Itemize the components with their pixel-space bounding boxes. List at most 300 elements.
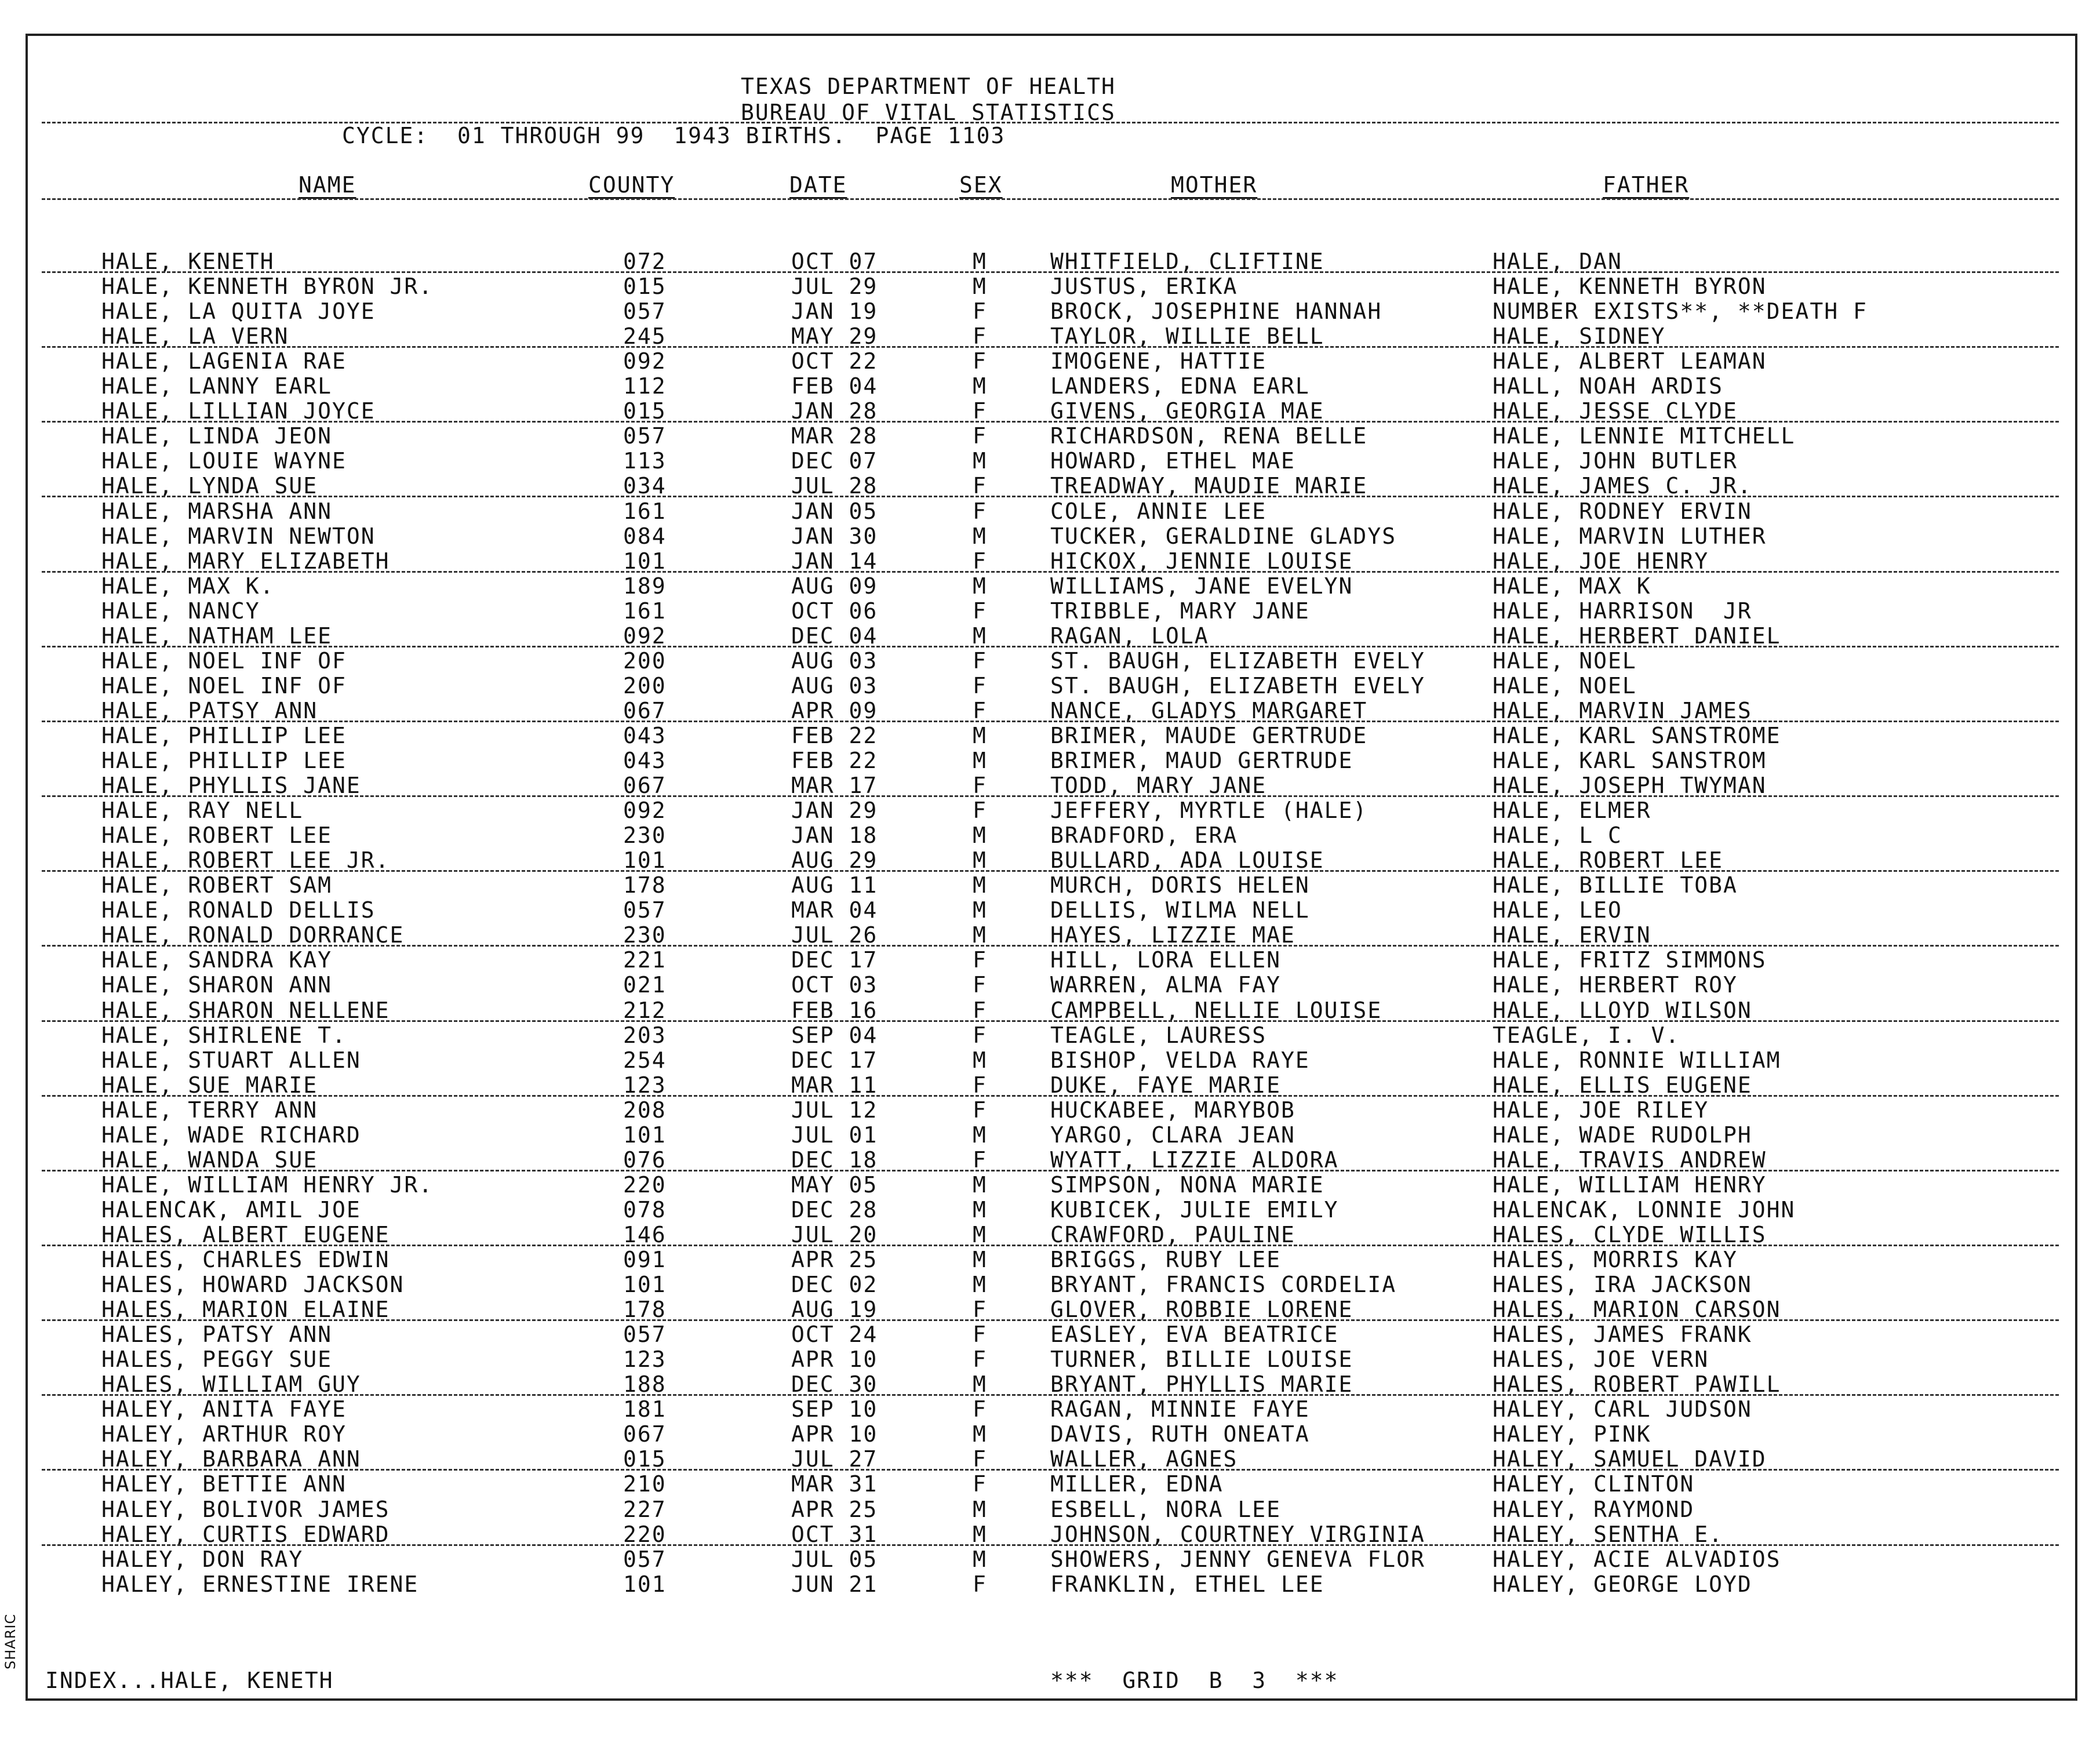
cell-name: HALE, KENNETH BYRON JR. bbox=[101, 274, 434, 300]
table-row bbox=[0, 773, 2100, 798]
cell-father: HALE, BILLIE TOBA bbox=[1493, 872, 1738, 898]
cell-sex: M bbox=[973, 1496, 987, 1522]
cell-sex: F bbox=[973, 1347, 987, 1373]
cell-father: HALES, ROBERT PAWILL bbox=[1493, 1371, 1781, 1398]
cell-date: JAN 28 bbox=[791, 398, 878, 424]
cell-sex: F bbox=[973, 348, 987, 374]
cell-mother: HOWARD, ETHEL MAE bbox=[1050, 448, 1295, 474]
cell-sex: F bbox=[973, 548, 987, 574]
cell-mother: BRYANT, PHYLLIS MARIE bbox=[1050, 1371, 1353, 1398]
cell-mother: TREADWAY, MAUDIE MARIE bbox=[1050, 473, 1368, 499]
table-row bbox=[0, 873, 2100, 898]
cell-mother: WHITFIELD, CLIFTINE bbox=[1050, 249, 1324, 274]
cell-county: 210 bbox=[623, 1471, 667, 1497]
cell-name: HALES, ALBERT EUGENE bbox=[101, 1221, 390, 1247]
cell-name: HALE, LA VERN bbox=[101, 323, 289, 350]
cell-mother: ST. BAUGH, ELIZABETH EVELY bbox=[1050, 647, 1425, 674]
cell-county: 057 bbox=[623, 1322, 667, 1348]
table-row bbox=[0, 948, 2100, 973]
table-row bbox=[0, 1098, 2100, 1123]
cell-county: 057 bbox=[623, 897, 667, 923]
table-row bbox=[0, 723, 2100, 748]
cell-sex: F bbox=[973, 1072, 987, 1098]
cell-county: 254 bbox=[623, 1047, 667, 1073]
cell-mother: NANCE, GLADYS MARGARET bbox=[1050, 697, 1368, 723]
cell-county: 015 bbox=[623, 274, 667, 300]
cell-name: HALE, LYNDA SUE bbox=[101, 473, 318, 499]
cell-father: HALE, JOE HENRY bbox=[1493, 548, 1709, 574]
cell-date: OCT 03 bbox=[791, 972, 878, 998]
table-row bbox=[0, 1123, 2100, 1148]
cell-name: HALEY, BARBARA ANN bbox=[101, 1446, 361, 1472]
cell-county: 084 bbox=[623, 523, 667, 549]
cell-father: HALE, LENNIE MITCHELL bbox=[1493, 423, 1796, 449]
cell-sex: F bbox=[973, 1396, 987, 1423]
cell-mother: LANDERS, EDNA EARL bbox=[1050, 373, 1310, 399]
cell-sex: F bbox=[973, 398, 987, 424]
cell-county: 112 bbox=[623, 373, 667, 399]
table-row bbox=[0, 798, 2100, 823]
cell-date: OCT 31 bbox=[791, 1521, 878, 1547]
table-row bbox=[0, 1073, 2100, 1098]
cell-date: MAR 11 bbox=[791, 1072, 878, 1098]
cell-date: FEB 22 bbox=[791, 722, 878, 748]
cell-date: MAR 17 bbox=[791, 773, 878, 799]
cell-county: 101 bbox=[623, 1122, 667, 1148]
cell-county: 076 bbox=[623, 1147, 667, 1173]
cell-sex: M bbox=[973, 1196, 987, 1223]
cell-mother: DELLIS, WILMA NELL bbox=[1050, 897, 1310, 923]
cell-county: 021 bbox=[623, 972, 667, 998]
cell-mother: TUCKER, GERALDINE GLADYS bbox=[1050, 523, 1397, 549]
cell-mother: ESBELL, NORA LEE bbox=[1050, 1496, 1282, 1522]
cell-county: 092 bbox=[623, 798, 667, 824]
cell-county: 092 bbox=[623, 623, 667, 649]
cell-name: HALE, WILLIAM HENRY JR. bbox=[101, 1172, 434, 1198]
cell-name: HALE, NOEL INF OF bbox=[101, 647, 347, 674]
table-row bbox=[0, 474, 2100, 499]
cell-mother: TEAGLE, LAURESS bbox=[1050, 1022, 1267, 1048]
cell-name: HALE, MAX K. bbox=[101, 573, 275, 599]
cell-county: 092 bbox=[623, 348, 667, 374]
cell-sex: M bbox=[973, 847, 987, 874]
cell-date: DEC 17 bbox=[791, 947, 878, 973]
cell-father: HALES, IRA JACKSON bbox=[1493, 1272, 1752, 1298]
cell-county: 067 bbox=[623, 1421, 667, 1447]
cell-father: HALE, HERBERT DANIEL bbox=[1493, 623, 1781, 649]
cell-mother: DAVIS, RUTH ONEATA bbox=[1050, 1421, 1310, 1447]
cell-county: 146 bbox=[623, 1221, 667, 1247]
cell-father: HALEY, RAYMOND bbox=[1493, 1496, 1695, 1522]
table-row bbox=[0, 424, 2100, 449]
table-row bbox=[0, 574, 2100, 599]
cell-mother: CAMPBELL, NELLIE LOUISE bbox=[1050, 997, 1382, 1023]
cell-date: DEC 17 bbox=[791, 1047, 878, 1073]
cell-father: HALES, JAMES FRANK bbox=[1493, 1322, 1752, 1348]
cell-county: 189 bbox=[623, 573, 667, 599]
cell-county: 200 bbox=[623, 647, 667, 674]
cell-father: HALE, NOEL bbox=[1493, 647, 1637, 674]
cell-sex: M bbox=[973, 1371, 987, 1398]
cell-county: 123 bbox=[623, 1347, 667, 1373]
cell-date: OCT 07 bbox=[791, 249, 878, 274]
cell-date: JUL 20 bbox=[791, 1221, 878, 1247]
table-row bbox=[0, 299, 2100, 324]
cell-father: HALE, KARL SANSTROM bbox=[1493, 748, 1767, 773]
cell-mother: BISHOP, VELDA RAYE bbox=[1050, 1047, 1310, 1073]
cell-county: 123 bbox=[623, 1072, 667, 1098]
table-row bbox=[0, 449, 2100, 474]
cell-name: HALES, PATSY ANN bbox=[101, 1322, 333, 1348]
table-row bbox=[0, 1522, 2100, 1547]
table-row bbox=[0, 1148, 2100, 1173]
cell-date: MAY 29 bbox=[791, 323, 878, 350]
cell-date: FEB 04 bbox=[791, 373, 878, 399]
cell-date: AUG 09 bbox=[791, 573, 878, 599]
cell-date: AUG 03 bbox=[791, 672, 878, 698]
table-row bbox=[0, 649, 2100, 674]
cell-sex: F bbox=[973, 473, 987, 499]
cell-sex: F bbox=[973, 647, 987, 674]
cell-county: 078 bbox=[623, 1196, 667, 1223]
side-label: SHARIC bbox=[2, 1613, 19, 1669]
cell-sex: M bbox=[973, 1047, 987, 1073]
cell-county: 101 bbox=[623, 548, 667, 574]
cell-county: 015 bbox=[623, 1446, 667, 1472]
table-row bbox=[0, 1048, 2100, 1073]
cell-name: HALES, HOWARD JACKSON bbox=[101, 1272, 405, 1298]
cell-sex: F bbox=[973, 1322, 987, 1348]
cell-sex: F bbox=[973, 798, 987, 824]
table-row bbox=[0, 823, 2100, 848]
cell-date: JUN 21 bbox=[791, 1571, 878, 1597]
cell-county: 043 bbox=[623, 722, 667, 748]
cell-county: 057 bbox=[623, 423, 667, 449]
cell-date: MAY 05 bbox=[791, 1172, 878, 1198]
cell-name: HALE, NANCY bbox=[101, 598, 260, 624]
cell-county: 178 bbox=[623, 1297, 667, 1323]
cell-date: JUL 28 bbox=[791, 473, 878, 499]
cell-sex: M bbox=[973, 373, 987, 399]
cell-name: HALE, STUART ALLEN bbox=[101, 1047, 361, 1073]
cell-mother: TAYLOR, WILLIE BELL bbox=[1050, 323, 1324, 350]
cell-mother: SIMPSON, NONA MARIE bbox=[1050, 1172, 1324, 1198]
cell-date: APR 25 bbox=[791, 1247, 878, 1272]
table-row bbox=[0, 674, 2100, 698]
table-row bbox=[0, 1173, 2100, 1198]
cell-mother: TODD, MARY JANE bbox=[1050, 773, 1267, 799]
cell-name: HALE, SHIRLENE T. bbox=[101, 1022, 347, 1048]
table-row bbox=[0, 549, 2100, 574]
cell-mother: GIVENS, GEORGIA MAE bbox=[1050, 398, 1324, 424]
cell-date: AUG 29 bbox=[791, 847, 878, 874]
cell-date: DEC 28 bbox=[791, 1196, 878, 1223]
cell-father: HALE, NOEL bbox=[1493, 672, 1637, 698]
cell-date: OCT 06 bbox=[791, 598, 878, 624]
cell-date: SEP 10 bbox=[791, 1396, 878, 1423]
cell-county: 208 bbox=[623, 1097, 667, 1123]
cell-mother: JEFFERY, MYRTLE (HALE) bbox=[1050, 798, 1368, 824]
cell-mother: COLE, ANNIE LEE bbox=[1050, 498, 1267, 524]
cell-father: HALE, RONNIE WILLIAM bbox=[1493, 1047, 1781, 1073]
cell-name: HALE, SHARON NELLENE bbox=[101, 997, 390, 1023]
cell-date: AUG 11 bbox=[791, 872, 878, 898]
cell-county: 067 bbox=[623, 773, 667, 799]
table-row bbox=[0, 973, 2100, 998]
cell-date: MAR 04 bbox=[791, 897, 878, 923]
cell-county: 200 bbox=[623, 672, 667, 698]
cell-date: APR 10 bbox=[791, 1421, 878, 1447]
cell-sex: M bbox=[973, 573, 987, 599]
cell-date: FEB 22 bbox=[791, 748, 878, 773]
cell-father: HALE, LLOYD WILSON bbox=[1493, 997, 1752, 1023]
cell-name: HALEY, BETTIE ANN bbox=[101, 1471, 347, 1497]
cell-sex: F bbox=[973, 1097, 987, 1123]
table-row bbox=[0, 249, 2100, 274]
cell-mother: KUBICEK, JULIE EMILY bbox=[1050, 1196, 1339, 1223]
cell-name: HALE, WANDA SUE bbox=[101, 1147, 318, 1173]
cell-name: HALE, SUE MARIE bbox=[101, 1072, 318, 1098]
cell-name: HALE, ROBERT SAM bbox=[101, 872, 333, 898]
cell-father: TEAGLE, I. V. bbox=[1493, 1022, 1680, 1048]
cell-mother: EASLEY, EVA BEATRICE bbox=[1050, 1322, 1339, 1348]
cell-mother: MILLER, EDNA bbox=[1050, 1471, 1224, 1497]
cell-father: HALE, WILLIAM HENRY bbox=[1493, 1172, 1767, 1198]
cell-name: HALEY, DON RAY bbox=[101, 1546, 304, 1572]
cell-father: HALE, HARRISON JR bbox=[1493, 598, 1752, 624]
cell-mother: BRYANT, FRANCIS CORDELIA bbox=[1050, 1272, 1397, 1298]
cell-sex: F bbox=[973, 498, 987, 524]
cell-father: HALEY, ACIE ALVADIOS bbox=[1493, 1546, 1781, 1572]
cell-mother: WARREN, ALMA FAY bbox=[1050, 972, 1282, 998]
cell-sex: M bbox=[973, 1521, 987, 1547]
table-row bbox=[0, 998, 2100, 1023]
cell-mother: MURCH, DORIS HELEN bbox=[1050, 872, 1310, 898]
footer-index: INDEX...HALE, KENETH bbox=[45, 1668, 334, 1693]
cell-name: HALE, ROBERT LEE bbox=[101, 823, 333, 849]
cell-date: JUL 29 bbox=[791, 274, 878, 300]
table-row bbox=[0, 898, 2100, 923]
table-row bbox=[0, 1572, 2100, 1597]
cell-county: 227 bbox=[623, 1496, 667, 1522]
cell-name: HALES, WILLIAM GUY bbox=[101, 1371, 361, 1398]
cell-father: HALE, KARL SANSTROME bbox=[1493, 722, 1781, 748]
cell-mother: SHOWERS, JENNY GENEVA FLOR bbox=[1050, 1546, 1425, 1572]
cell-mother: BRIMER, MAUD GERTRUDE bbox=[1050, 748, 1353, 773]
cell-mother: WALLER, AGNES bbox=[1050, 1446, 1238, 1472]
cell-county: 220 bbox=[623, 1521, 667, 1547]
cell-sex: M bbox=[973, 823, 987, 849]
cell-father: NUMBER EXISTS**, **DEATH F bbox=[1493, 299, 1868, 325]
cell-name: HALE, LANNY EARL bbox=[101, 373, 333, 399]
cell-sex: M bbox=[973, 623, 987, 649]
cell-mother: BRADFORD, ERA bbox=[1050, 823, 1238, 849]
cell-mother: BROCK, JOSEPHINE HANNAH bbox=[1050, 299, 1382, 325]
column-header-date: DATE bbox=[789, 172, 847, 198]
cell-date: DEC 30 bbox=[791, 1371, 878, 1398]
column-header-father: FATHER bbox=[1603, 172, 1690, 198]
cell-date: OCT 24 bbox=[791, 1322, 878, 1348]
cell-father: HALE, L C bbox=[1493, 823, 1622, 849]
table-row bbox=[0, 848, 2100, 873]
cell-name: HALE, RAY NELL bbox=[101, 798, 304, 824]
cell-name: HALE, NATHAM LEE bbox=[101, 623, 333, 649]
table-row bbox=[0, 599, 2100, 624]
cell-county: 057 bbox=[623, 299, 667, 325]
cell-father: HALES, CLYDE WILLIS bbox=[1493, 1221, 1767, 1247]
cell-date: AUG 03 bbox=[791, 647, 878, 674]
cell-sex: F bbox=[973, 299, 987, 325]
cell-sex: F bbox=[973, 972, 987, 998]
cell-father: HALE, JAMES C. JR. bbox=[1493, 473, 1752, 499]
cell-county: 113 bbox=[623, 448, 667, 474]
table-row bbox=[0, 1422, 2100, 1447]
cell-father: HALES, MORRIS KAY bbox=[1493, 1247, 1738, 1272]
cell-name: HALE, KENETH bbox=[101, 249, 275, 274]
bureau-title: BUREAU OF VITAL STATISTICS bbox=[741, 100, 1116, 125]
column-header-name: NAME bbox=[299, 172, 356, 198]
cell-sex: M bbox=[973, 1247, 987, 1272]
table-row bbox=[0, 1347, 2100, 1372]
cell-mother: HICKOX, JENNIE LOUISE bbox=[1050, 548, 1353, 574]
cell-mother: HUCKABEE, MARYBOB bbox=[1050, 1097, 1295, 1123]
cell-county: 212 bbox=[623, 997, 667, 1023]
cell-mother: CRAWFORD, PAULINE bbox=[1050, 1221, 1295, 1247]
cell-sex: M bbox=[973, 1421, 987, 1447]
cell-name: HALE, SANDRA KAY bbox=[101, 947, 333, 973]
cell-sex: M bbox=[973, 897, 987, 923]
cell-father: HALEY, SENTHA E. bbox=[1493, 1521, 1724, 1547]
cell-name: HALEY, ARTHUR ROY bbox=[101, 1421, 347, 1447]
cell-date: JUL 05 bbox=[791, 1546, 878, 1572]
cell-sex: M bbox=[973, 448, 987, 474]
cell-name: HALE, MARSHA ANN bbox=[101, 498, 333, 524]
cell-name: HALEY, ANITA FAYE bbox=[101, 1396, 347, 1423]
cell-mother: TURNER, BILLIE LOUISE bbox=[1050, 1347, 1353, 1373]
cell-county: 101 bbox=[623, 1571, 667, 1597]
table-row bbox=[0, 524, 2100, 549]
cell-father: HALE, MARVIN JAMES bbox=[1493, 697, 1752, 723]
cell-sex: F bbox=[973, 1297, 987, 1323]
table-row bbox=[0, 1397, 2100, 1422]
cell-sex: F bbox=[973, 947, 987, 973]
cell-mother: JUSTUS, ERIKA bbox=[1050, 274, 1238, 300]
cell-father: HALE, ELLIS EUGENE bbox=[1493, 1072, 1752, 1098]
cell-father: HALE, JOE RILEY bbox=[1493, 1097, 1709, 1123]
cell-mother: WYATT, LIZZIE ALDORA bbox=[1050, 1147, 1339, 1173]
cell-sex: F bbox=[973, 773, 987, 799]
cell-mother: ST. BAUGH, ELIZABETH EVELY bbox=[1050, 672, 1425, 698]
cell-name: HALE, PATSY ANN bbox=[101, 697, 318, 723]
cell-father: HALE, MARVIN LUTHER bbox=[1493, 523, 1767, 549]
cell-sex: M bbox=[973, 1546, 987, 1572]
cell-father: HALEY, PINK bbox=[1493, 1421, 1651, 1447]
table-row bbox=[0, 349, 2100, 374]
cell-father: HALES, JOE VERN bbox=[1493, 1347, 1709, 1373]
cell-sex: M bbox=[973, 1272, 987, 1298]
agency-title: TEXAS DEPARTMENT OF HEALTH bbox=[741, 74, 1116, 99]
cell-date: JAN 29 bbox=[791, 798, 878, 824]
table-row bbox=[0, 1198, 2100, 1223]
table-row bbox=[0, 624, 2100, 649]
cell-father: HALEY, GEORGE LOYD bbox=[1493, 1571, 1752, 1597]
cell-father: HALE, ROBERT LEE bbox=[1493, 847, 1724, 874]
cell-sex: F bbox=[973, 598, 987, 624]
cell-county: 057 bbox=[623, 1546, 667, 1572]
cell-name: HALE, ROBERT LEE JR. bbox=[101, 847, 390, 874]
cell-mother: TRIBBLE, MARY JANE bbox=[1050, 598, 1310, 624]
cell-county: 230 bbox=[623, 823, 667, 849]
cell-date: AUG 19 bbox=[791, 1297, 878, 1323]
table-row bbox=[0, 274, 2100, 299]
column-header-sex: SEX bbox=[959, 172, 1003, 198]
cell-name: HALE, NOEL INF OF bbox=[101, 672, 347, 698]
cell-date: JAN 19 bbox=[791, 299, 878, 325]
cell-mother: JOHNSON, COURTNEY VIRGINIA bbox=[1050, 1521, 1425, 1547]
cell-county: 101 bbox=[623, 847, 667, 874]
cell-county: 221 bbox=[623, 947, 667, 973]
table-row bbox=[0, 1447, 2100, 1472]
cell-mother: HILL, LORA ELLEN bbox=[1050, 947, 1282, 973]
table-row bbox=[0, 1297, 2100, 1322]
cell-mother: FRANKLIN, ETHEL LEE bbox=[1050, 1571, 1324, 1597]
cell-date: FEB 16 bbox=[791, 997, 878, 1023]
cell-date: MAR 28 bbox=[791, 423, 878, 449]
cell-date: APR 25 bbox=[791, 1496, 878, 1522]
cell-sex: F bbox=[973, 1471, 987, 1497]
table-row bbox=[0, 698, 2100, 723]
cell-father: HALE, MAX K bbox=[1493, 573, 1651, 599]
cell-sex: M bbox=[973, 1122, 987, 1148]
cell-sex: M bbox=[973, 872, 987, 898]
cell-date: DEC 02 bbox=[791, 1272, 878, 1298]
cell-sex: M bbox=[973, 922, 987, 948]
cell-county: 072 bbox=[623, 249, 667, 274]
cell-county: 091 bbox=[623, 1247, 667, 1272]
cell-sex: F bbox=[973, 423, 987, 449]
table-row bbox=[0, 1223, 2100, 1247]
cell-sex: F bbox=[973, 997, 987, 1023]
cell-name: HALE, PHILLIP LEE bbox=[101, 722, 347, 748]
cell-mother: YARGO, CLARA JEAN bbox=[1050, 1122, 1295, 1148]
cell-father: HALE, HERBERT ROY bbox=[1493, 972, 1738, 998]
cell-name: HALE, WADE RICHARD bbox=[101, 1122, 361, 1148]
cell-name: HALE, LA QUITA JOYE bbox=[101, 299, 376, 325]
cell-father: HALE, JESSE CLYDE bbox=[1493, 398, 1738, 424]
cell-date: JAN 30 bbox=[791, 523, 878, 549]
cell-county: 181 bbox=[623, 1396, 667, 1423]
cell-name: HALENCAK, AMIL JOE bbox=[101, 1196, 361, 1223]
cell-mother: BRIGGS, RUBY LEE bbox=[1050, 1247, 1282, 1272]
cell-father: HALEY, CARL JUDSON bbox=[1493, 1396, 1752, 1423]
cell-father: HALE, JOHN BUTLER bbox=[1493, 448, 1738, 474]
cell-county: 230 bbox=[623, 922, 667, 948]
cell-father: HALES, MARION CARSON bbox=[1493, 1297, 1781, 1323]
cell-father: HALE, JOSEPH TWYMAN bbox=[1493, 773, 1767, 799]
cell-sex: M bbox=[973, 748, 987, 773]
table-row bbox=[0, 748, 2100, 773]
cell-name: HALE, MARVIN NEWTON bbox=[101, 523, 376, 549]
cell-name: HALE, LINDA JEON bbox=[101, 423, 333, 449]
cell-sex: M bbox=[973, 523, 987, 549]
cell-sex: F bbox=[973, 1446, 987, 1472]
cell-county: 101 bbox=[623, 1272, 667, 1298]
table-row bbox=[0, 399, 2100, 424]
cell-date: SEP 04 bbox=[791, 1022, 878, 1048]
table-row bbox=[0, 499, 2100, 524]
cell-sex: M bbox=[973, 249, 987, 274]
cell-county: 043 bbox=[623, 748, 667, 773]
